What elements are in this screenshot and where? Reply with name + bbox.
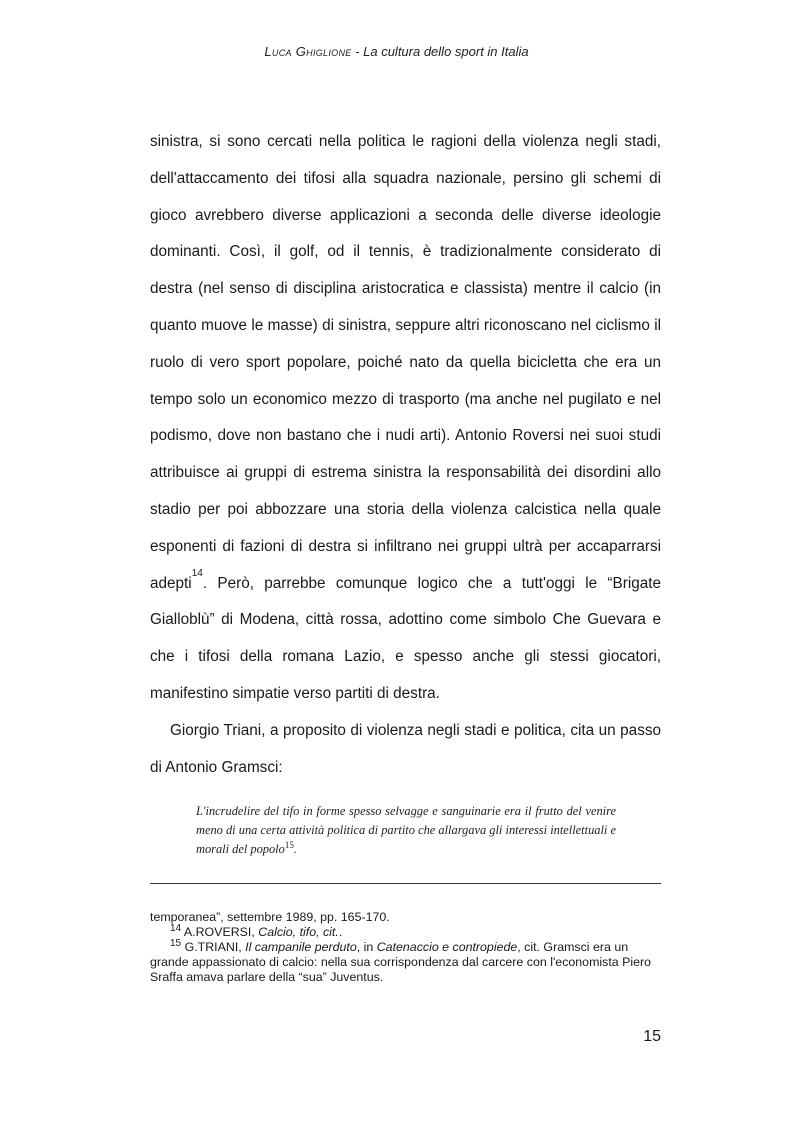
quote-text: L'incrudelire del tifo in forme spesso selvagge e sanguinarie era il frutto del venire meno di una certa attività politica di partito che allargava gli interessi intellettuali e morali del popolo (196, 804, 616, 856)
footnote-author: A.ROVERSI, (181, 925, 259, 939)
footnote-author: G.TRIANI, (181, 940, 246, 954)
footnote-text: , in (356, 940, 377, 954)
footnote-work-title: Il campanile perduto (245, 940, 357, 954)
footnote-book-title: Catenaccio e contropiede (376, 940, 518, 954)
header-author: Luca Ghiglione (264, 44, 352, 59)
footnotes (150, 910, 661, 985)
body-text (150, 124, 661, 786)
footnote-text: , cit. Gramsci era un grande appassionato di calcio: nella sua corrispondenza dal carcere con l'economista Piero Sraffa amava parlare della “sua” Juventus. (150, 940, 652, 984)
running-header (0, 44, 793, 59)
footnote-number: 15 (170, 937, 182, 949)
header-title: La cultura dello sport in Italia (363, 44, 529, 59)
footnote-15 (150, 937, 661, 985)
footnote-work-title: Calcio, tifo, cit. (258, 925, 339, 939)
paragraph-text: . Però, parrebbe comunque logico che a tutt'oggi le “Brigate Gialloblù” di Modena, città rossa, adottino come simbolo Che Guevara e che i tifosi della romana Lazio, e spesso anche gli stessi giocatori, manifestino simpatie verso partiti di destra. (150, 574, 661, 702)
block-quote (196, 802, 616, 859)
footnote-number: 14 (170, 922, 182, 934)
footnote-reference[interactable]: 14 (191, 567, 203, 579)
footnote-end: . (338, 925, 343, 939)
footnote-separator-rule (150, 883, 661, 884)
quote-end: . (293, 842, 297, 856)
footnote-14 (150, 922, 661, 940)
footnote-reference[interactable]: 15 (284, 839, 294, 850)
paragraph-text: sinistra, si sono cercati nella politica le ragioni della violenza negli stadi, dell'attaccamento dei tifosi alla squadra nazionale, persino gli schemi di gioco avrebbero diverse applicazioni a seconda delle diverse ideologie dominanti. Così, il golf, od il tennis, è tradizionalmente considerato di destra (nel senso di disciplina aristocratica e classista) mentre il calcio (in quanto muove le masse) di sinistra, seppure altri riconoscano nel ciclismo il ruolo di vero sport popolare, poiché nato da quella bicicletta che era un tempo solo un economico mezzo di trasporto (ma anche nel pugilato e nel podismo, dove non bastano che i nudi arti). Antonio Roversi nei suoi studi attribuisce ai gruppi di estrema sinistra la responsabilità dei disordini allo stadio per poi abbozzare una storia della violenza calcistica nella quale esponenti di fazioni di destra si infiltrano nei gruppi ultrà per accaparrarsi adepti (150, 133, 661, 592)
footnote-continuation: temporanea”, settembre 1989, pp. 165-170. (150, 910, 390, 924)
page-number: 15 (643, 1028, 661, 1045)
paragraph: Giorgio Triani, a proposito di violenza negli stadi e politica, cita un passo di Antonio Gramsci: (150, 721, 661, 776)
paragraph (150, 124, 661, 713)
header-separator: - (351, 44, 364, 59)
